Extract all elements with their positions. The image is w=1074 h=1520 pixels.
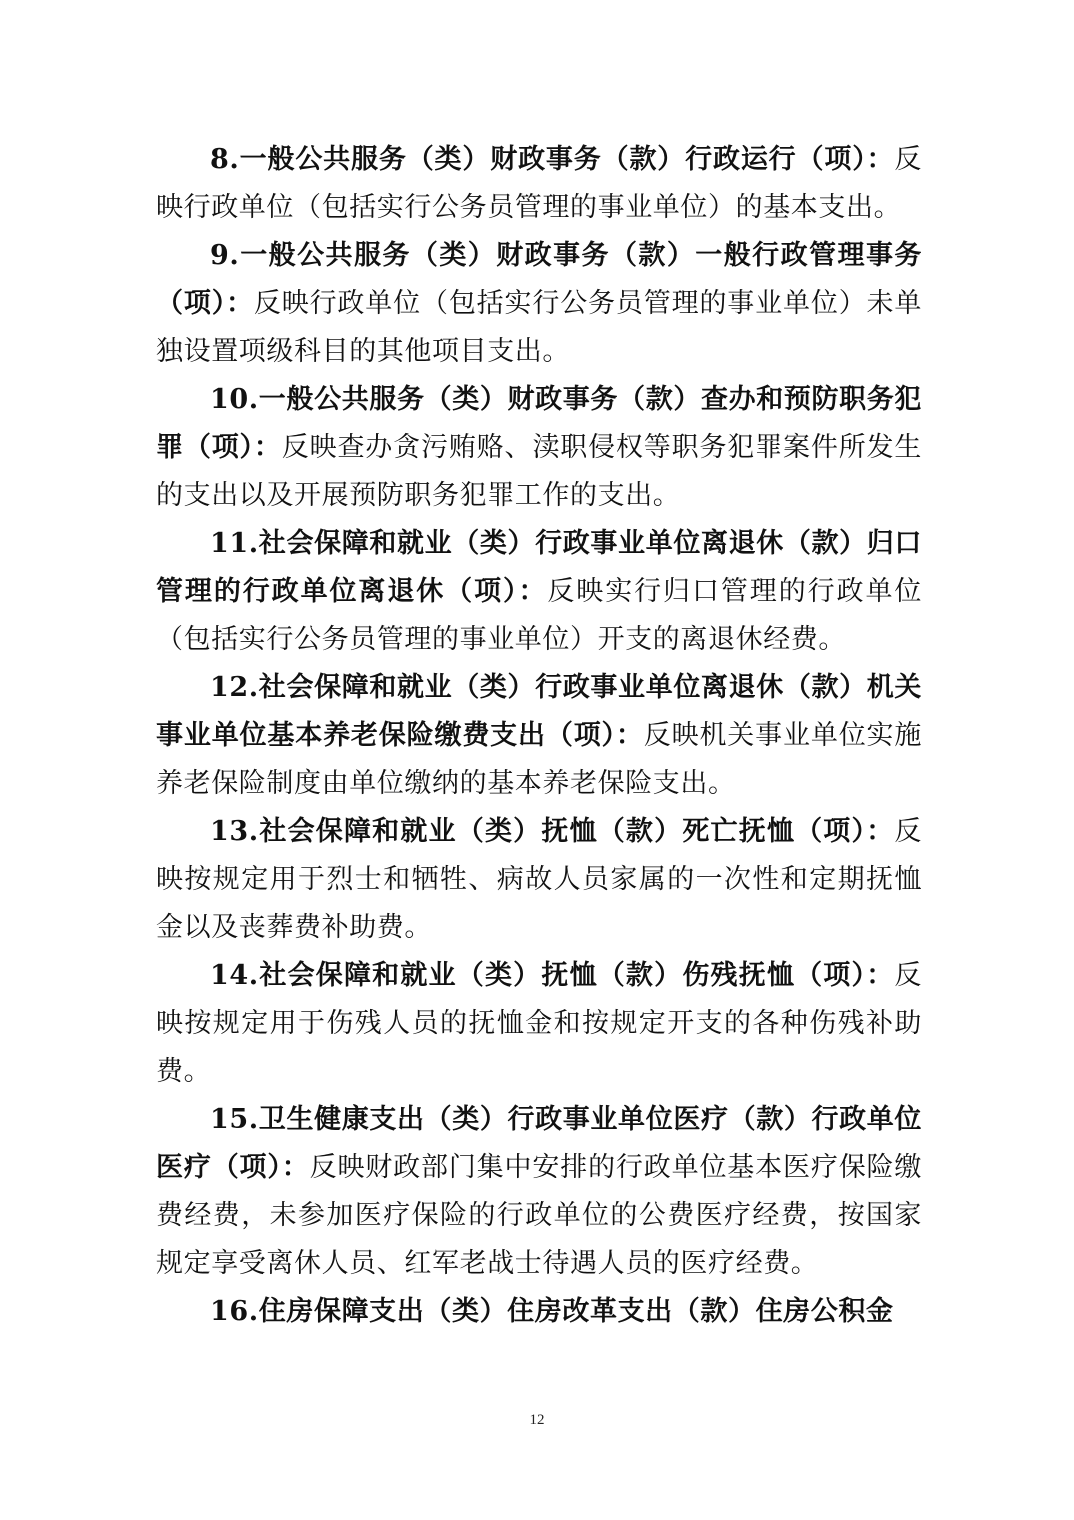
paragraph-item-11 [156, 520, 922, 664]
paragraph-text: 反映机关事业单位实施养老保险制度由单位缴纳的基本养老保险支出。 [156, 720, 922, 799]
paragraph-item-16 [156, 1288, 922, 1336]
paragraph-item-8 [156, 136, 922, 232]
paragraph-heading: 10.一般公共服务（类）财政事务（款）查办和预防职务犯罪（项）： [156, 384, 922, 463]
paragraph-heading: 8.一般公共服务（类）财政事务（款）行政运行（项）： [210, 144, 895, 175]
paragraph-heading: 15.卫生健康支出（类）行政事业单位医疗（款）行政单位医疗（项）： [156, 1104, 922, 1183]
paragraph-text: 反映按规定用于伤残人员的抚恤金和按规定开支的各种伤残补助费。 [156, 960, 922, 1087]
paragraph-heading: 14.社会保障和就业（类）抚恤（款）伤残抚恤（项）： [210, 960, 895, 991]
paragraph-heading: 12.社会保障和就业（类）行政事业单位离退休（款）机关事业单位基本养老保险缴费支出（项）： [156, 672, 922, 751]
paragraph-text: 反映行政单位（包括实行公务员管理的事业单位）的基本支出。 [156, 144, 922, 223]
paragraph-text: 反映实行归口管理的行政单位（包括实行公务员管理的事业单位）开支的离退休经费。 [156, 576, 922, 655]
paragraph-item-10 [156, 376, 922, 520]
document-body [156, 136, 922, 1336]
paragraph-heading: 11.社会保障和就业（类）行政事业单位离退休（款）归口管理的行政单位离退休（项）： [156, 528, 922, 607]
page-number: 12 [529, 1412, 545, 1428]
paragraph-heading: 9.一般公共服务（类）财政事务（款）一般行政管理事务（项）： [156, 240, 922, 319]
paragraph-item-14 [156, 952, 922, 1096]
paragraph-item-13 [156, 808, 922, 952]
paragraph-heading: 16.住房保障支出（类）住房改革支出（款）住房公积金 [210, 1296, 894, 1327]
paragraph-text: 反映按规定用于烈士和牺牲、病故人员家属的一次性和定期抚恤金以及丧葬费补助费。 [156, 816, 922, 943]
paragraph-text: 反映行政单位（包括实行公务员管理的事业单位）未单独设置项级科目的其他项目支出。 [156, 288, 922, 367]
paragraph-item-15 [156, 1096, 922, 1288]
paragraph-text: 反映财政部门集中安排的行政单位基本医疗保险缴费经费，未参加医疗保险的行政单位的公费医疗经费，按国家规定享受离休人员、红军老战士待遇人员的医疗经费。 [156, 1152, 922, 1279]
paragraph-heading: 13.社会保障和就业（类）抚恤（款）死亡抚恤（项）： [210, 816, 895, 847]
paragraph-text: 反映查办贪污贿赂、渎职侵权等职务犯罪案件所发生的支出以及开展预防职务犯罪工作的支出。 [156, 432, 922, 511]
paragraph-item-12 [156, 664, 922, 808]
paragraph-item-9 [156, 232, 922, 376]
